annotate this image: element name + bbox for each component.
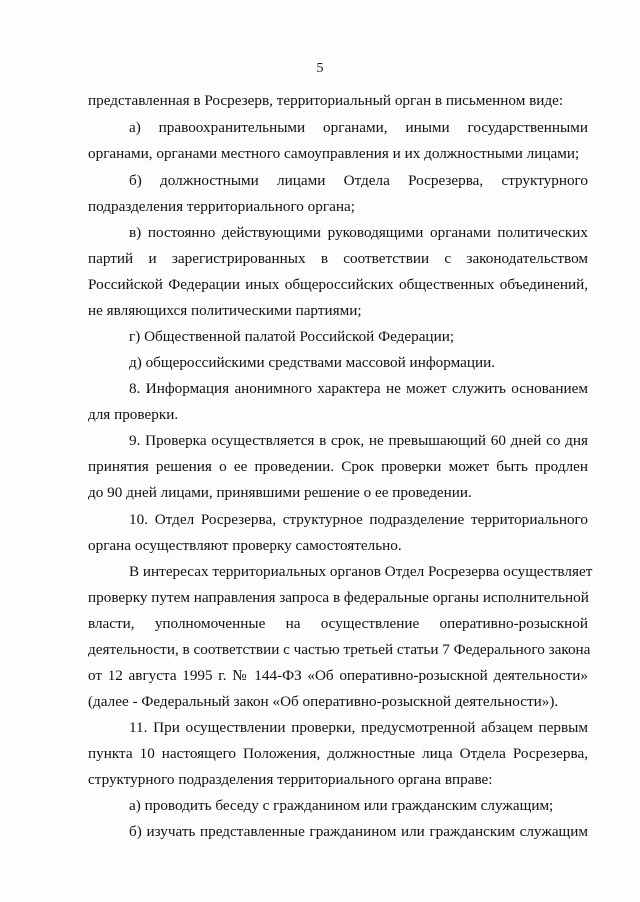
text-line: принятия решения о ее проведении. Срок проверки может быть продлен	[88, 458, 588, 475]
text-line: для проверки.	[88, 406, 179, 423]
text-line: (далее - Федеральный закон «Об оперативно-розыскной деятельности»).	[88, 693, 559, 710]
text-line: от 12 августа 1995 г. № 144-ФЗ «Об оперативно-розыскной деятельности»	[88, 667, 588, 684]
text-line: г) Общественной палатой Российской Федерации;	[129, 328, 455, 345]
text-line: д) общероссийскими средствами массовой информации.	[129, 354, 496, 371]
text-line: б) должностными лицами Отдела Росрезерва, структурного	[129, 172, 588, 189]
text-line: Российской Федерации иных общероссийских общественных объединений,	[88, 276, 588, 293]
text-line: подразделения территориального органа;	[88, 198, 355, 215]
text-line: структурного подразделения территориального органа вправе:	[88, 771, 493, 788]
text-line: В интересах территориальных органов Отдел Росрезерва осуществляет	[129, 563, 593, 580]
text-line: органами, органами местного самоуправления и их должностными лицами;	[88, 145, 580, 162]
text-line: б) изучать представленные гражданином или гражданским служащим	[129, 823, 588, 840]
text-line: 11. При осуществлении проверки, предусмотренной абзацем первым	[129, 719, 588, 736]
text-line: представленная в Росрезерв, территориальный орган в письменном виде:	[88, 92, 564, 109]
text-line: деятельности, в соответствии с частью третьей статьи 7 Федерального закона	[88, 641, 591, 658]
text-line: до 90 дней лицами, принявшими решение о ее проведении.	[88, 484, 472, 501]
text-line: 8. Информация анонимного характера не может служить основанием	[129, 380, 588, 397]
text-line: а) проводить беседу с гражданином или гражданским служащим;	[129, 797, 554, 814]
text-line: проверку путем направления запроса в федеральные органы исполнительной	[88, 589, 589, 606]
text-line: органа осуществляют проверку самостоятельно.	[88, 537, 402, 554]
text-line: партий и зарегистрированных в соответствии с законодательством	[88, 250, 588, 267]
text-line: а) правоохранительными органами, иными государственными	[129, 119, 588, 136]
text-line: не являющихся политическими партиями;	[88, 302, 362, 319]
text-line: 10. Отдел Росрезерва, структурное подразделение территориального	[129, 511, 588, 528]
text-line: власти, уполномоченные на осуществление оперативно-розыскной	[88, 615, 588, 632]
text-line: в) постоянно действующими руководящими органами политических	[129, 224, 588, 241]
page-number: 5	[316, 61, 324, 76]
text-line: 9. Проверка осуществляется в срок, не превышающий 60 дней со дня	[129, 432, 588, 449]
text-line: пункта 10 настоящего Положения, должностные лица Отдела Росрезерва,	[88, 745, 588, 762]
